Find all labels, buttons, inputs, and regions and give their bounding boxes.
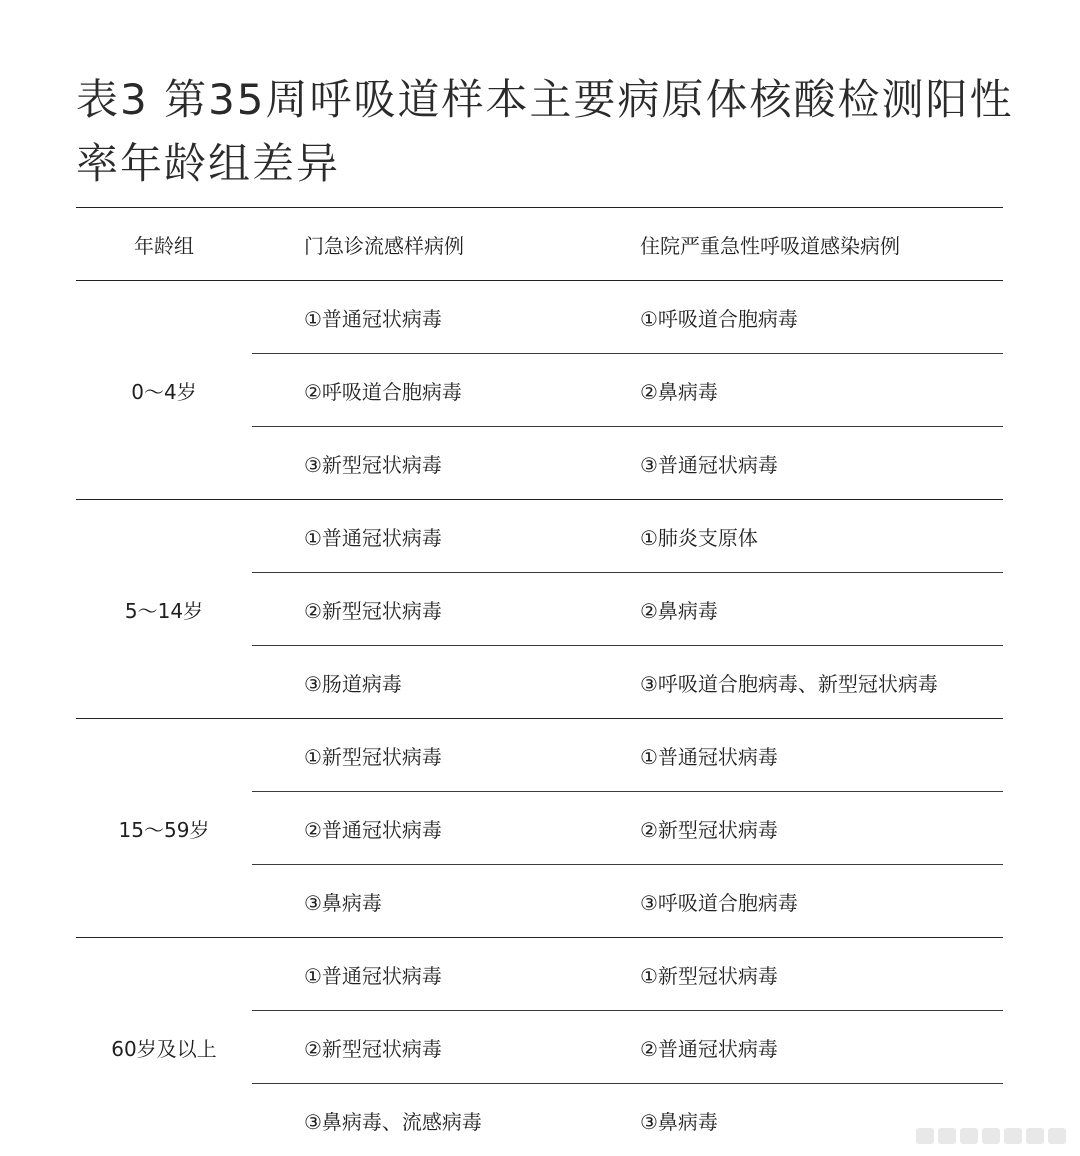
page-title: 表3 第35周呼吸道样本主要病原体核酸检测阳性率年龄组差异 xyxy=(76,68,1016,196)
outpatient-cell: ①普通冠状病毒 xyxy=(252,938,588,1011)
outpatient-cell: ②新型冠状病毒 xyxy=(252,573,588,646)
inpatient-cell: ②鼻病毒 xyxy=(588,573,1003,646)
age-group-cell: 15～59岁 xyxy=(76,719,252,938)
inpatient-cell: ③呼吸道合胞病毒、新型冠状病毒 xyxy=(588,646,1003,719)
inpatient-cell: ③普通冠状病毒 xyxy=(588,427,1003,500)
inpatient-cell: ③鼻病毒 xyxy=(588,1084,1003,1156)
pathogen-rank-table xyxy=(76,207,1003,1156)
age-group-cell: 5～14岁 xyxy=(76,500,252,719)
header-inpatient: 住院严重急性呼吸道感染病例 xyxy=(588,208,1003,281)
outpatient-cell: ②新型冠状病毒 xyxy=(252,1011,588,1084)
outpatient-cell: ②普通冠状病毒 xyxy=(252,792,588,865)
inpatient-cell: ①普通冠状病毒 xyxy=(588,719,1003,792)
watermark-block-icon xyxy=(1004,1128,1022,1144)
outpatient-cell: ③新型冠状病毒 xyxy=(252,427,588,500)
age-group-cell: 0～4岁 xyxy=(76,281,252,500)
watermark-block-icon xyxy=(960,1128,978,1144)
watermark-block-icon xyxy=(938,1128,956,1144)
inpatient-cell: ①呼吸道合胞病毒 xyxy=(588,281,1003,354)
table-row xyxy=(76,719,1003,792)
outpatient-cell: ①普通冠状病毒 xyxy=(252,281,588,354)
inpatient-cell: ①肺炎支原体 xyxy=(588,500,1003,573)
header-age-group: 年龄组 xyxy=(76,208,252,281)
inpatient-cell: ①新型冠状病毒 xyxy=(588,938,1003,1011)
watermark-block-icon xyxy=(916,1128,934,1144)
inpatient-cell: ②普通冠状病毒 xyxy=(588,1011,1003,1084)
outpatient-cell: ③鼻病毒 xyxy=(252,865,588,938)
header-outpatient: 门急诊流感样病例 xyxy=(252,208,588,281)
outpatient-cell: ③鼻病毒、流感病毒 xyxy=(252,1084,588,1156)
inpatient-cell: ③呼吸道合胞病毒 xyxy=(588,865,1003,938)
table-row xyxy=(76,500,1003,573)
inpatient-cell: ②新型冠状病毒 xyxy=(588,792,1003,865)
watermark-block-icon xyxy=(982,1128,1000,1144)
table-row xyxy=(76,938,1003,1011)
inpatient-cell: ②鼻病毒 xyxy=(588,354,1003,427)
watermark-block-icon xyxy=(1026,1128,1044,1144)
outpatient-cell: ②呼吸道合胞病毒 xyxy=(252,354,588,427)
outpatient-cell: ①普通冠状病毒 xyxy=(252,500,588,573)
table-row xyxy=(76,281,1003,354)
table-header-row xyxy=(76,208,1003,281)
age-group-cell: 60岁及以上 xyxy=(76,938,252,1156)
outpatient-cell: ①新型冠状病毒 xyxy=(252,719,588,792)
watermark-logo xyxy=(916,1128,1066,1144)
outpatient-cell: ③肠道病毒 xyxy=(252,646,588,719)
watermark-block-icon xyxy=(1048,1128,1066,1144)
